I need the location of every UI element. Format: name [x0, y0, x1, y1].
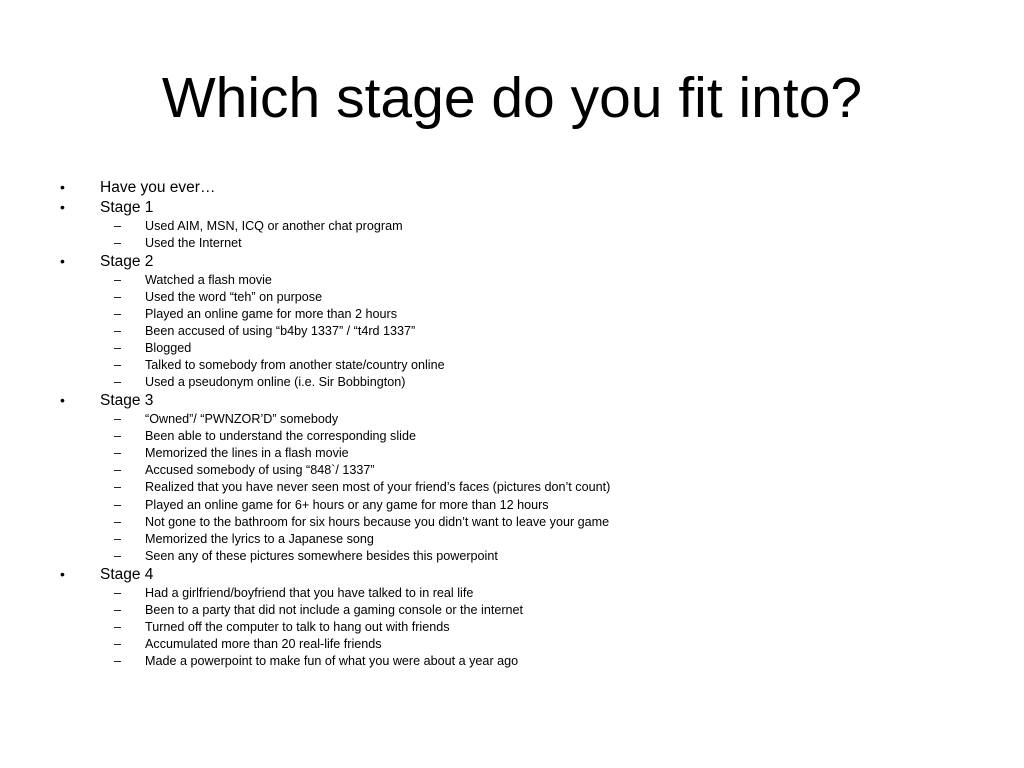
slide-body — [60, 178, 1000, 670]
dash-icon: – — [114, 654, 122, 669]
sub-bullet-label: Played an online game for 6+ hours or any game for more than 12 hours — [145, 497, 549, 512]
sub-bullet-label: Used the Internet — [145, 235, 242, 250]
sub-bullet-item — [100, 531, 1000, 548]
sub-bullet-label: Been able to understand the corresponding slide — [145, 429, 416, 444]
sub-bullet-item — [100, 479, 1000, 496]
dash-icon: – — [114, 412, 122, 427]
sub-bullet-item — [100, 428, 1000, 445]
sub-bullet-item — [100, 445, 1000, 462]
dash-icon: – — [114, 375, 122, 390]
sub-bullet-item — [100, 323, 1000, 340]
sub-bullet-list — [100, 218, 1000, 252]
sub-bullet-item — [100, 585, 1000, 602]
sub-bullet-item — [100, 235, 1000, 252]
dash-icon: – — [114, 272, 122, 287]
bullet-dot-icon: • — [60, 252, 65, 269]
sub-bullet-label: Used AIM, MSN, ICQ or another chat program — [145, 218, 403, 233]
bullet-dot-icon: • — [60, 198, 65, 215]
dash-icon: – — [114, 446, 122, 461]
dash-icon: – — [114, 602, 122, 617]
bullet-item — [60, 178, 1000, 198]
sub-bullet-item — [100, 289, 1000, 306]
bullet-item — [60, 391, 1000, 565]
bullet-label: Stage 2 — [100, 252, 154, 270]
dash-icon: – — [114, 429, 122, 444]
dash-icon: – — [114, 531, 122, 546]
sub-bullet-item — [100, 497, 1000, 514]
dash-icon: – — [114, 358, 122, 373]
bullet-dot-icon: • — [60, 392, 65, 409]
sub-bullet-label: Memorized the lyrics to a Japanese song — [145, 531, 374, 546]
sub-bullet-item — [100, 218, 1000, 235]
sub-bullet-label: “Owned”/ “PWNZOR’D” somebody — [145, 412, 339, 427]
dash-icon: – — [114, 514, 122, 529]
bullet-label: Stage 1 — [100, 198, 154, 216]
dash-icon: – — [114, 306, 122, 321]
sub-bullet-label: Been to a party that did not include a gaming console or the internet — [145, 602, 524, 617]
bullet-dot-icon: • — [60, 565, 65, 582]
sub-bullet-item — [100, 653, 1000, 670]
sub-bullet-label: Talked to somebody from another state/country online — [145, 358, 445, 373]
bullet-label: Stage 4 — [100, 565, 154, 583]
sub-bullet-label: Realized that you have never seen most of your friend’s faces (pictures don’t count) — [145, 480, 611, 495]
sub-bullet-list — [100, 272, 1000, 392]
bullet-item — [60, 565, 1000, 670]
dash-icon: – — [114, 619, 122, 634]
sub-bullet-item — [100, 602, 1000, 619]
sub-bullet-item — [100, 636, 1000, 653]
sub-bullet-item — [100, 357, 1000, 374]
bullet-dot-icon: • — [60, 179, 65, 195]
dash-icon: – — [114, 235, 122, 250]
sub-bullet-label: Used a pseudonym online (i.e. Sir Bobbington) — [145, 375, 406, 390]
dash-icon: – — [114, 218, 122, 233]
sub-bullet-item — [100, 374, 1000, 391]
dash-icon: – — [114, 289, 122, 304]
bullet-list — [60, 178, 1000, 670]
bullet-label: Have you ever… — [100, 179, 216, 196]
sub-bullet-item — [100, 462, 1000, 479]
sub-bullet-item — [100, 514, 1000, 531]
slide-title: Which stage do you fit into? — [161, 66, 863, 130]
sub-bullet-label: Memorized the lines in a flash movie — [145, 446, 349, 461]
bullet-item — [60, 252, 1000, 391]
sub-bullet-label: Not gone to the bathroom for six hours because you didn’t want to leave your game — [145, 514, 610, 529]
sub-bullet-item — [100, 411, 1000, 428]
sub-bullet-label: Accused somebody of using “848`/ 1337” — [145, 463, 375, 478]
bullet-item — [60, 198, 1000, 252]
sub-bullet-label: Watched a flash movie — [145, 272, 272, 287]
sub-bullet-list — [100, 411, 1000, 565]
dash-icon: – — [114, 340, 122, 355]
sub-bullet-label: Made a powerpoint to make fun of what you were about a year ago — [145, 654, 519, 669]
sub-bullet-label: Had a girlfriend/boyfriend that you have talked to in real life — [145, 585, 474, 600]
sub-bullet-item — [100, 306, 1000, 323]
dash-icon: – — [114, 480, 122, 495]
sub-bullet-label: Played an online game for more than 2 hours — [145, 306, 398, 321]
sub-bullet-list — [100, 585, 1000, 670]
dash-icon: – — [114, 548, 122, 563]
sub-bullet-item — [100, 340, 1000, 357]
sub-bullet-item — [100, 619, 1000, 636]
sub-bullet-item — [100, 272, 1000, 289]
dash-icon: – — [114, 636, 122, 651]
sub-bullet-label: Been accused of using “b4by 1337” / “t4rd 1337” — [145, 323, 416, 338]
dash-icon: – — [114, 497, 122, 512]
sub-bullet-label: Used the word “teh” on purpose — [145, 289, 323, 304]
dash-icon: – — [114, 323, 122, 338]
sub-bullet-item — [100, 548, 1000, 565]
sub-bullet-label: Turned off the computer to talk to hang out with friends — [145, 619, 450, 634]
dash-icon: – — [114, 585, 122, 600]
sub-bullet-label: Seen any of these pictures somewhere besides this powerpoint — [145, 548, 498, 563]
sub-bullet-label: Blogged — [145, 340, 192, 355]
sub-bullet-label: Accumulated more than 20 real-life friends — [145, 636, 382, 651]
bullet-label: Stage 3 — [100, 392, 154, 410]
dash-icon: – — [114, 463, 122, 478]
